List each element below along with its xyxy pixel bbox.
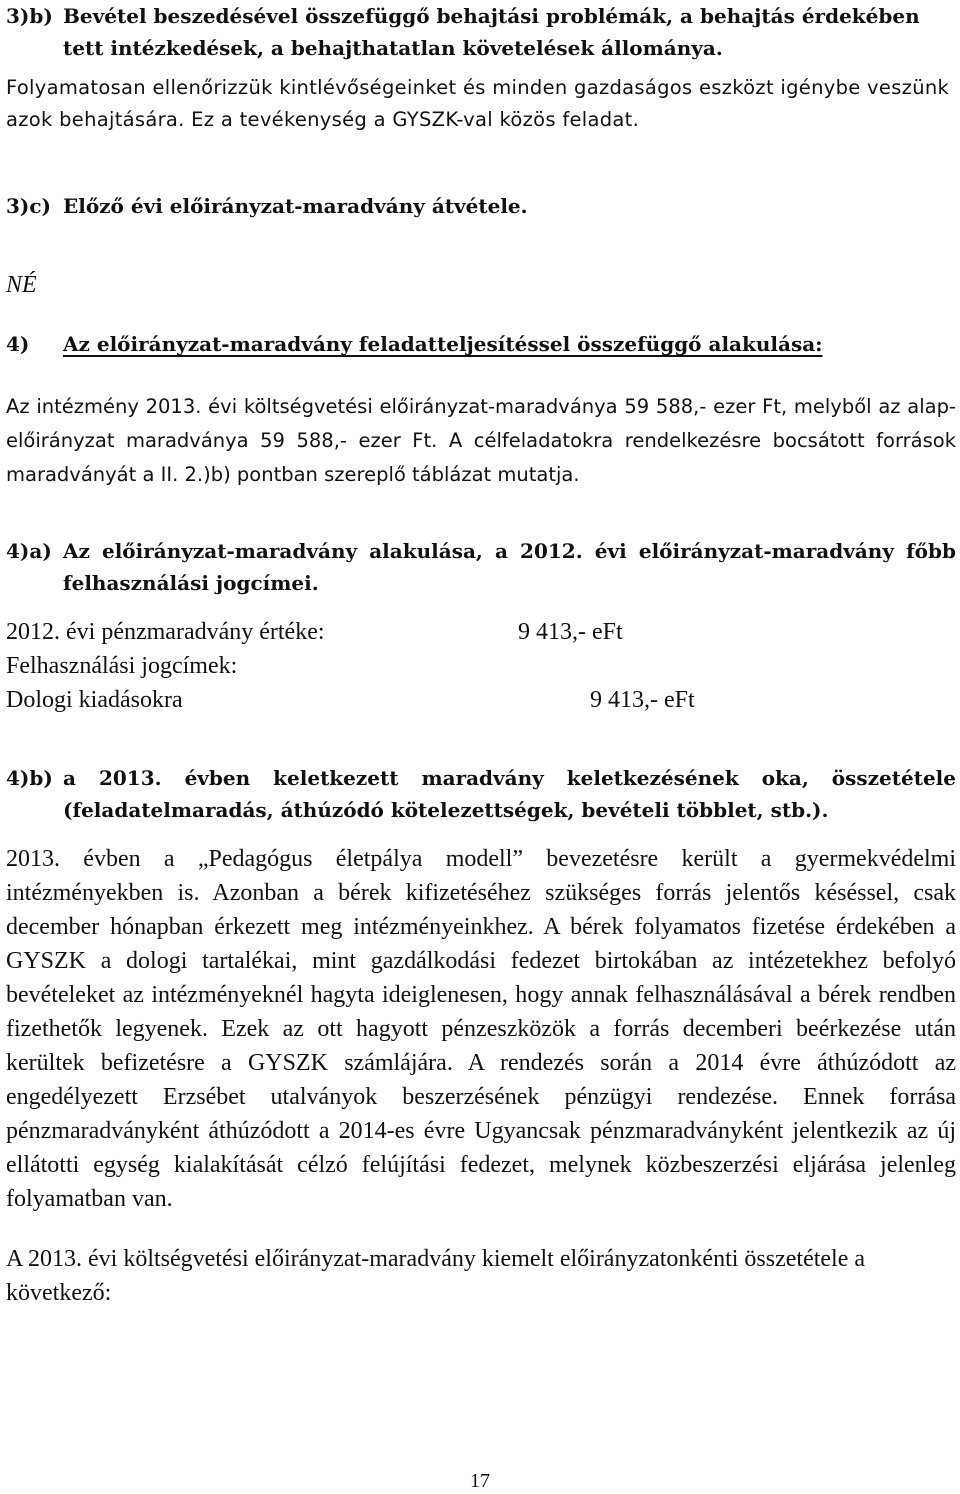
section-3c-body: NÉ	[6, 272, 37, 298]
section-number: 3)b)	[6, 4, 53, 28]
section-3b-body: Folyamatosan ellenőrizzük kintlévőségeinket és minden gazdaságos eszközt igénybe veszünk azok behajtására. Ez a tevékenység a GYSZK-val közös feladat.	[6, 76, 950, 131]
section-number: 3)c)	[6, 194, 52, 218]
section-number: 4)a)	[6, 539, 52, 563]
section-4-heading	[6, 328, 956, 360]
section-number: 4)	[6, 332, 30, 356]
section-4b-body: 2013. évben a „Pedagógus életpálya modell” bevezetésre került a gyermekvédelmi intézményekben is. Azonban a bérek kifizetéséhez szükséges forrás jelentős késéssel, csak december hónapban érkezett meg intézményeinkhez. A bérek folyamatos fizetése érdekében a GYSZK a dologi tartalékai, mint gazdálkodási fedezet birtokában az intézetekhez befolyó bevételeket az intézményeknél hagyta ideiglenesen, hogy annak felhasználásával a bérek rendben fizethetők legyenek. Ezek az ott hagyott pénzeszközök a forrás decemberi beérkezése után kerültek befizetésre a GYSZK számlájára. A rendezés során a 2014 évre áthúzódott az engedélyezett Erzsébet utalványok beszerzésének pénzügyi rendezése. Ennek forrása pénzmaradványként áthúzódott a 2014-es évre Ugyancsak pénzmaradványként jelentkezik az új ellátotti egység kialakítását célzó felújítási fedezet, melynek közbeszerzési eljárása jelenleg folyamatban van.	[6, 846, 956, 1212]
section-number: 4)b)	[6, 766, 53, 790]
section-4a-heading	[6, 535, 956, 599]
heading-text: Bevétel beszedésével összefüggő behajtási problémák, a behajtás érdekében tett intézkedések, a behajthatatlan követelések állománya.	[63, 4, 920, 60]
page-number: 17	[470, 1470, 490, 1492]
section-4-body: Az intézmény 2013. évi költségvetési előirányzat-maradványa 59 588,- ezer Ft, melyből az alap-előirányzat maradványa 59 588,- ezer Ft. A célfeladatokra rendelkezésre bocsátott források maradványát a II. 2.)b) pontban szereplő táblázat mutatja.	[6, 395, 956, 486]
heading-text: Az előirányzat-maradvány feladatteljesítéssel összefüggő alakulása:	[63, 332, 823, 356]
section-4b-closing: A 2013. évi költségvetési előirányzat-maradvány kiemelt előirányzatonkénti összetétele a következő:	[6, 1246, 866, 1306]
heading-text: Előző évi előirányzat-maradvány átvétele.	[63, 194, 528, 218]
pm-row-label: Dologi kiadásokra	[6, 687, 183, 713]
section-3b-heading	[6, 0, 956, 64]
pm-row-label: 2012. évi pénzmaradvány értéke:	[6, 619, 325, 645]
pm-row-value: 9 413,- eFt	[518, 619, 623, 645]
heading-text: a 2013. évben keletkezett maradvány keletkezésének oka, összetétele (feladatelmaradás, áthúzódó kötelezettségek, bevételi többlet, stb.).	[63, 766, 956, 822]
section-4b-heading	[6, 762, 956, 826]
section-3c-heading	[6, 190, 956, 222]
pm-row-label: Felhasználási jogcímek:	[6, 653, 238, 679]
heading-text: Az előirányzat-maradvány alakulása, a 2012. évi előirányzat-maradvány főbb felhasználási jogcímei.	[63, 539, 956, 595]
pm-row-value: 9 413,- eFt	[590, 687, 695, 713]
